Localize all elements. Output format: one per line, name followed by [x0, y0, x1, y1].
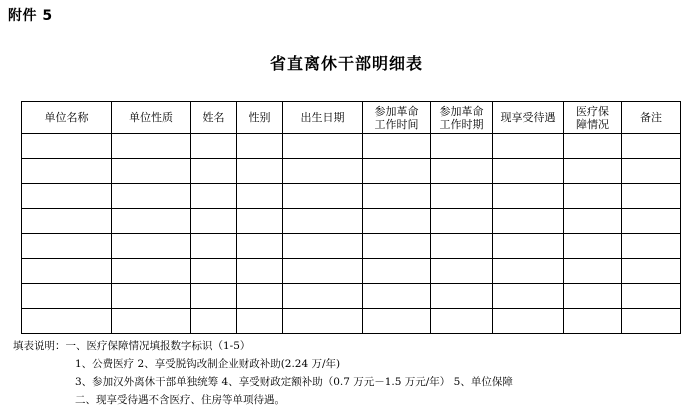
table-cell[interactable] — [622, 284, 681, 309]
table-cell[interactable] — [564, 184, 622, 209]
table-cell[interactable] — [112, 234, 191, 259]
table-cell[interactable] — [493, 134, 564, 159]
table-cell[interactable] — [112, 209, 191, 234]
table-cell[interactable] — [283, 309, 363, 334]
table-cell[interactable] — [564, 209, 622, 234]
table-cell[interactable] — [493, 309, 564, 334]
table-cell[interactable] — [363, 159, 431, 184]
table-cell[interactable] — [283, 259, 363, 284]
table-row — [22, 159, 681, 184]
fill-instructions — [13, 337, 513, 409]
table-cell[interactable] — [493, 234, 564, 259]
instruction-line: 3、参加汉外离休干部单独统筹 4、享受财政定额补助（0.7 万元－1.5 万元/年） 5、单位保障 — [75, 376, 513, 388]
col-header-work-start-period: 参加革命 工作时期 — [431, 102, 493, 134]
table-cell[interactable] — [493, 184, 564, 209]
table-cell[interactable] — [283, 159, 363, 184]
table-cell[interactable] — [191, 209, 237, 234]
table-cell[interactable] — [493, 259, 564, 284]
table-cell[interactable] — [431, 234, 493, 259]
table-cell[interactable] — [22, 134, 112, 159]
detail-table — [21, 101, 681, 334]
table-cell[interactable] — [283, 209, 363, 234]
table-cell[interactable] — [622, 184, 681, 209]
table-cell[interactable] — [622, 159, 681, 184]
table-row — [22, 259, 681, 284]
table-cell[interactable] — [564, 259, 622, 284]
table-cell[interactable] — [363, 234, 431, 259]
table-body — [22, 134, 681, 334]
table-cell[interactable] — [493, 159, 564, 184]
table-cell[interactable] — [191, 134, 237, 159]
table-cell[interactable] — [22, 184, 112, 209]
table-cell[interactable] — [431, 159, 493, 184]
table-cell[interactable] — [283, 134, 363, 159]
table-cell[interactable] — [237, 209, 283, 234]
table-cell[interactable] — [112, 259, 191, 284]
table-cell[interactable] — [431, 134, 493, 159]
table-cell[interactable] — [237, 234, 283, 259]
col-header-current-benefits: 现享受待遇 — [493, 102, 564, 134]
table-row — [22, 309, 681, 334]
table-cell[interactable] — [191, 159, 237, 184]
table-cell[interactable] — [622, 234, 681, 259]
table-cell[interactable] — [191, 184, 237, 209]
table-cell[interactable] — [431, 309, 493, 334]
table-cell[interactable] — [363, 184, 431, 209]
table-row — [22, 134, 681, 159]
table-cell[interactable] — [237, 284, 283, 309]
col-header-gender: 性别 — [237, 102, 283, 134]
table-cell[interactable] — [564, 234, 622, 259]
table-cell[interactable] — [237, 134, 283, 159]
table-cell[interactable] — [363, 284, 431, 309]
table-cell[interactable] — [431, 284, 493, 309]
table-cell[interactable] — [283, 234, 363, 259]
table-cell[interactable] — [431, 209, 493, 234]
table-cell[interactable] — [363, 134, 431, 159]
table-cell[interactable] — [431, 184, 493, 209]
table-cell[interactable] — [112, 134, 191, 159]
table-cell[interactable] — [363, 209, 431, 234]
table-cell[interactable] — [22, 209, 112, 234]
col-header-birth-date: 出生日期 — [283, 102, 363, 134]
table-cell[interactable] — [493, 209, 564, 234]
table-cell[interactable] — [237, 259, 283, 284]
table-cell[interactable] — [22, 309, 112, 334]
table-cell[interactable] — [493, 284, 564, 309]
table-cell[interactable] — [112, 184, 191, 209]
table-cell[interactable] — [622, 209, 681, 234]
page-title: 省直离休干部明细表 — [269, 54, 423, 73]
table-cell[interactable] — [622, 134, 681, 159]
table-cell[interactable] — [112, 159, 191, 184]
table-cell[interactable] — [191, 309, 237, 334]
attachment-label: 附件 5 — [8, 8, 53, 24]
col-header-work-start-date: 参加革命 工作时间 — [363, 102, 431, 134]
table-cell[interactable] — [112, 284, 191, 309]
table-cell[interactable] — [564, 284, 622, 309]
table-cell[interactable] — [564, 159, 622, 184]
table-cell[interactable] — [564, 309, 622, 334]
table-cell[interactable] — [237, 184, 283, 209]
col-header-unit-name: 单位名称 — [22, 102, 112, 134]
table-cell[interactable] — [363, 309, 431, 334]
table-cell[interactable] — [283, 284, 363, 309]
table-row — [22, 209, 681, 234]
table-cell[interactable] — [191, 284, 237, 309]
instruction-line: 填表说明：一、医疗保障情况填报数字标识（1-5） — [13, 340, 251, 352]
col-header-unit-type: 单位性质 — [112, 102, 191, 134]
table-cell[interactable] — [564, 134, 622, 159]
table-row — [22, 184, 681, 209]
instruction-line: 1、公费医疗 2、享受脱钩改制企业财政补助(2.24 万/年) — [75, 358, 341, 370]
table-row — [22, 284, 681, 309]
instruction-line: 二、现享受待遇不含医疗、住房等单项待遇。 — [75, 394, 285, 406]
col-header-medical-coverage: 医疗保 障情况 — [564, 102, 622, 134]
table-cell[interactable] — [22, 259, 112, 284]
table-cell[interactable] — [622, 259, 681, 284]
table-cell[interactable] — [237, 159, 283, 184]
table-cell[interactable] — [112, 309, 191, 334]
table-cell[interactable] — [363, 259, 431, 284]
table-cell[interactable] — [22, 234, 112, 259]
table-cell[interactable] — [191, 234, 237, 259]
table-cell[interactable] — [22, 159, 112, 184]
col-header-remarks: 备注 — [622, 102, 681, 134]
table-header-row — [22, 102, 681, 134]
table-cell[interactable] — [283, 184, 363, 209]
table-cell[interactable] — [237, 309, 283, 334]
table-cell[interactable] — [191, 259, 237, 284]
table-cell[interactable] — [431, 259, 493, 284]
table-cell[interactable] — [622, 309, 681, 334]
table-row — [22, 234, 681, 259]
col-header-name: 姓名 — [191, 102, 237, 134]
table-cell[interactable] — [22, 284, 112, 309]
